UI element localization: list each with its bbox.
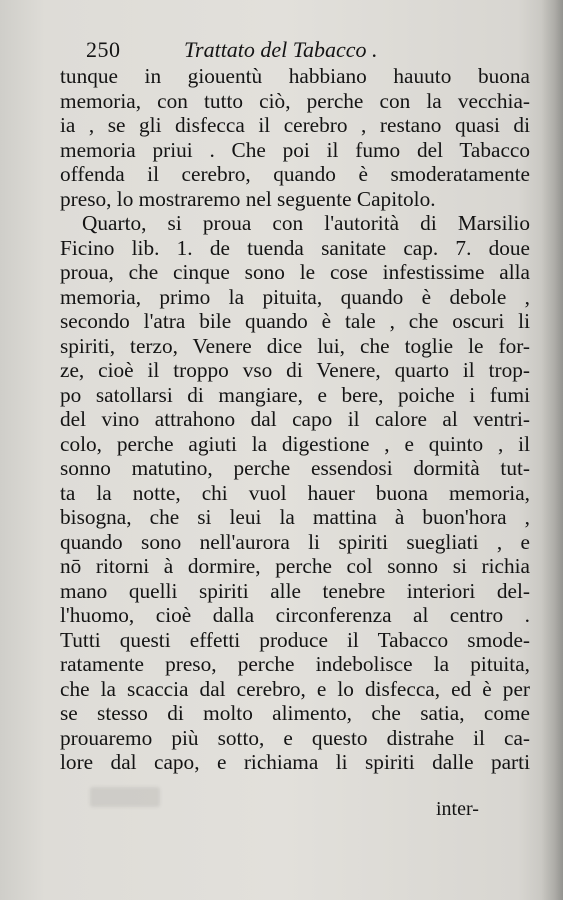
text-line: sonno matutino, perche essendosi dormità tut-: [60, 456, 530, 480]
text-line: nō ritorni à dormire, perche col sonno si richia: [60, 554, 530, 578]
text-line: proua, che cinque sono le cose infestissime alla: [60, 260, 530, 284]
text-line: ratamente preso, perche indebolisce la pituita,: [60, 652, 530, 676]
text-line: prouaremo più sotto, e questo distrahe il ca-: [60, 725, 530, 750]
running-title: Trattato del Tabacco .: [184, 37, 378, 62]
text-line: po satollarsi di mangiare, e bere, poiche i fumi: [60, 382, 530, 407]
text-line: offenda il cerebro, quando è smoderatamente: [60, 162, 530, 186]
text-line: spiriti, terzo, Venere dice lui, che toglie le for-: [60, 333, 530, 358]
text-line: lore dal capo, e richiama li spiriti dalle parti: [60, 750, 530, 774]
text-line: preso, lo mostraremo nel seguente Capitolo.: [60, 186, 436, 211]
text-line: ta la notte, chi vuol hauer buona memoria,: [60, 480, 530, 505]
text-line: Ficino lib. 1. de tuenda sanitate cap. 7. doue: [60, 235, 530, 260]
text-line: del vino attrahono dal capo il calore al ventri-: [60, 407, 530, 431]
body-text: [60, 64, 530, 775]
text-line: quando sono nell'aurora li spiriti suegliati , e: [60, 529, 530, 554]
page-number: 250: [86, 37, 121, 62]
text-line: colo, perche agiuti la digestione , e quinto , il: [60, 431, 530, 456]
text-line: memoria, primo la pituita, quando è debole ,: [60, 284, 530, 309]
text-line: bisogna, che si leui la mattina à buon'hora ,: [60, 505, 530, 529]
text-line: che la scaccia dal cerebro, e lo disfecca, ed è per: [60, 676, 530, 701]
text-line: se stesso di molto alimento, che satia, come: [60, 701, 530, 725]
text-line: mano quelli spiriti alle tenebre interiori del-: [60, 578, 530, 603]
text-line: secondo l'atra bile quando è tale , che oscuri li: [60, 309, 530, 333]
text-line: Quarto, si proua con l'autorità di Marsilio: [82, 211, 530, 235]
gutter-shadow: [541, 0, 563, 900]
text-line: tunque in giouentù habbiano hauuto buona: [60, 64, 530, 88]
text-line: memoria priui . Che poi il fumo del Tabacco: [60, 137, 530, 162]
text-line: memoria, con tutto ciò, perche con la vecchia-: [60, 88, 530, 113]
text-line: ia , se gli disfecca il cerebro , restano quasi di: [60, 113, 530, 137]
running-head: [86, 36, 416, 64]
catchword: inter-: [436, 798, 479, 820]
bleed-through-smudge: [90, 787, 160, 807]
text-line: Tutti questi effetti produce il Tabacco smode-: [60, 627, 530, 652]
text-line: l'huomo, cioè dalla circonferenza al centro .: [60, 603, 530, 627]
text-line: ze, cioè il troppo vso di Venere, quarto il trop-: [60, 358, 530, 382]
